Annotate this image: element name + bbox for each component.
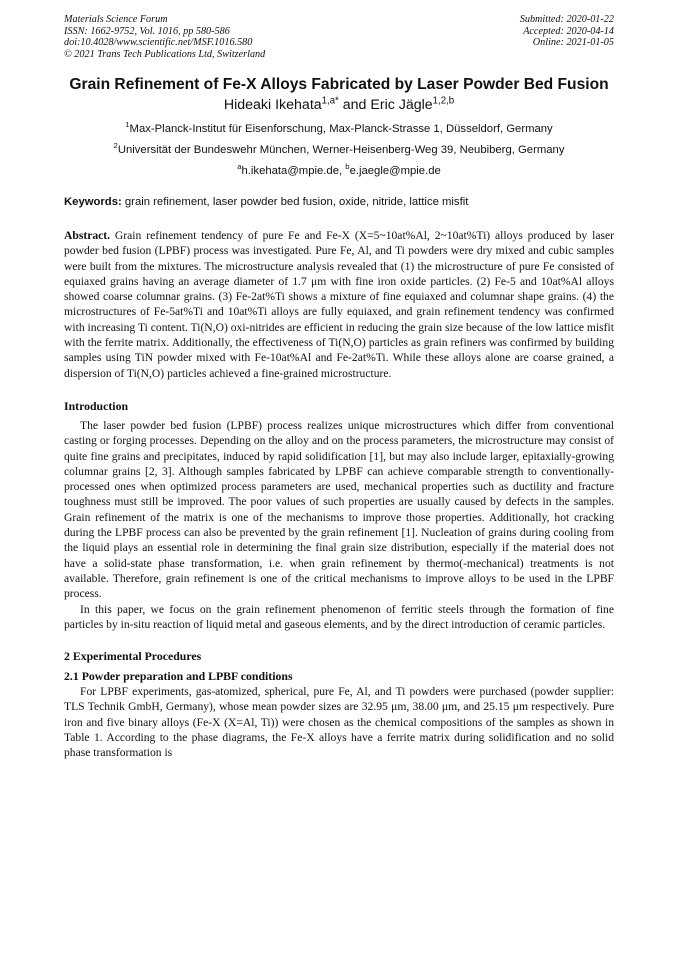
email-link[interactable]: h.ikehata@mpie.de, — [241, 165, 346, 177]
subsection-heading: 2.1 Powder preparation and LPBF conditions — [64, 669, 293, 684]
affiliation-text: Max-Planck-Institut für Eisenforschung, Max-Planck-Strasse 1, Düsseldorf, Germany — [129, 123, 553, 135]
journal-info — [64, 14, 265, 60]
author-name: Hideaki Ikehata — [223, 97, 322, 113]
keywords-label: Keywords: — [64, 196, 122, 208]
author-conjunction: and — [338, 97, 371, 113]
submission-dates — [520, 14, 614, 60]
paragraph: The laser powder bed fusion (LPBF) process realizes unique microstructures which differ from conventional casting or forging processes. Depending on the alloy and on the process parameters, the microstructure may consist of quite fine grains and precipitates, induced by rapid solidification [1], but may also include larger, epitaxially-growing columnar grains [2, 3]. Although samples fabricated by LPBF can achieve comparable strength to conventionally-processed ones when optimized process parameters are used, mechanical properties such as ductility and fracture toughness must still be improved. The poor values of such properties are usually caused by defects in the samples. Grain refinement of the matrix is one of the mechanisms to improve those properties. Additionally, hot cracking during the LPBF process can also be prevented by the grain refinement [1]. Nucleation of grains during cooling from the liquid plays an essential role in determining the final grain size distribution, especially if the material does not have a solid-state phase transformation, i.e. when grain refinement by thermo(-mechanical) treatments is not available. Therefore, grain refinement is one of the critical mechanisms to improve alloys to be used in the LPBF process. — [64, 418, 614, 601]
email-sup: b — [345, 162, 350, 172]
paper-page — [64, 14, 614, 761]
journal-header — [64, 14, 614, 60]
abstract-text: Grain refinement tendency of pure Fe and Fe-X (X=5~10at%Al, 2~10at%Ti) alloys produced by laser powder bed fusion (LPBF) process was investigated. Pure Fe, Al, and Ti powders were dry mixed and cubic samples were built from the mixtures. The microstructure analysis revealed that (1) the microstructure of pure Fe consisted of equiaxed grains having an average diameter of 1.7 μm with fine iron oxide particles. (2) Fe-5 and 10at%Al alloys showed coarse columnar grains. (3) Fe-2at%Ti shows a mixture of fine equiaxed and columnar shape grains. (4) the microstructures of Fe-5at%Ti and 10at%Ti alloys are fully equiaxed, and grain refinement tendency was confirmed with increasing Ti content. Ti(N,O) oxi-nitrides are efficient in reducing the grain size because of the low lattice misfit with the ferrite matrix. Additionally, the effectiveness of Ti(N,O) particles as grain refiners was confirmed by building samples using TiN powder mixed with Fe-10at%Al and Fe-2at%Ti. While these alloys alone are coarse grained, a dispersion of Ti(N,O) particles achieved a fine-grained microstructure. — [64, 229, 614, 380]
keywords-text: grain refinement, laser powder bed fusion, oxide, nitride, lattice misfit — [121, 196, 469, 208]
abstract-label: Abstract. — [64, 229, 111, 242]
affiliation-2 — [64, 141, 614, 157]
author-affil-sup: 1,2,b — [432, 95, 455, 107]
affiliation-1 — [64, 120, 614, 136]
journal-doi: doi:10.4028/www.scientific.net/MSF.1016.580 — [64, 37, 253, 48]
email-link[interactable]: e.jaegle@mpie.de — [349, 165, 441, 177]
journal-issn: ISSN: 1662-9752, Vol. 1016, pp 580-586 — [64, 25, 230, 37]
author-emails — [64, 162, 614, 178]
email-sup: a — [237, 162, 242, 172]
keywords — [64, 195, 614, 209]
author-affil-sup: 1,a* — [321, 95, 339, 107]
author-line — [64, 96, 614, 114]
accepted-date: Accepted: 2020-04-14 — [523, 25, 614, 37]
affiliation-sup: 1 — [125, 120, 130, 130]
affiliation-sup: 2 — [113, 141, 118, 151]
journal-name: Materials Science Forum — [64, 14, 168, 25]
section-heading-introduction: Introduction — [64, 398, 129, 413]
submitted-date: Submitted: 2020-01-22 — [519, 14, 614, 25]
abstract — [64, 228, 614, 381]
journal-copyright: © 2021 Trans Tech Publications Ltd, Switzerland — [64, 48, 266, 60]
affiliation-text: Universität der Bundeswehr München, Werner-Heisenberg-Weg 39, Neubiberg, Germany — [117, 144, 565, 156]
section-heading-experimental: 2 Experimental Procedures — [64, 649, 202, 664]
paragraph: For LPBF experiments, gas-atomized, spherical, pure Fe, Al, and Ti powders were purchased (powder supplier: TLS Technik GmbH, Germany), whose mean powder sizes are 32.95 μm, 38.00 μm, and 25.15 μm respectively. Pure iron and five binary alloys (Fe-X (X=Al, Ti)) were chosen as the chemical compositions of the samples as shown in Table 1. According to the phase diagrams, the Fe-X alloys have a ferrite matrix during solidification and no solid phase transformation is — [64, 685, 614, 760]
paragraph: In this paper, we focus on the grain refinement phenomenon of ferritic steels through the formation of fine particles by in-situ reaction of liquid metal and gaseous elements, and by the direct introduction of ceramic particles. — [64, 602, 614, 631]
online-date: Online: 2021-01-05 — [532, 37, 614, 48]
paper-title: Grain Refinement of Fe-X Alloys Fabricated by Laser Powder Bed Fusion — [69, 76, 609, 93]
author-name: Eric Jägle — [370, 97, 433, 113]
